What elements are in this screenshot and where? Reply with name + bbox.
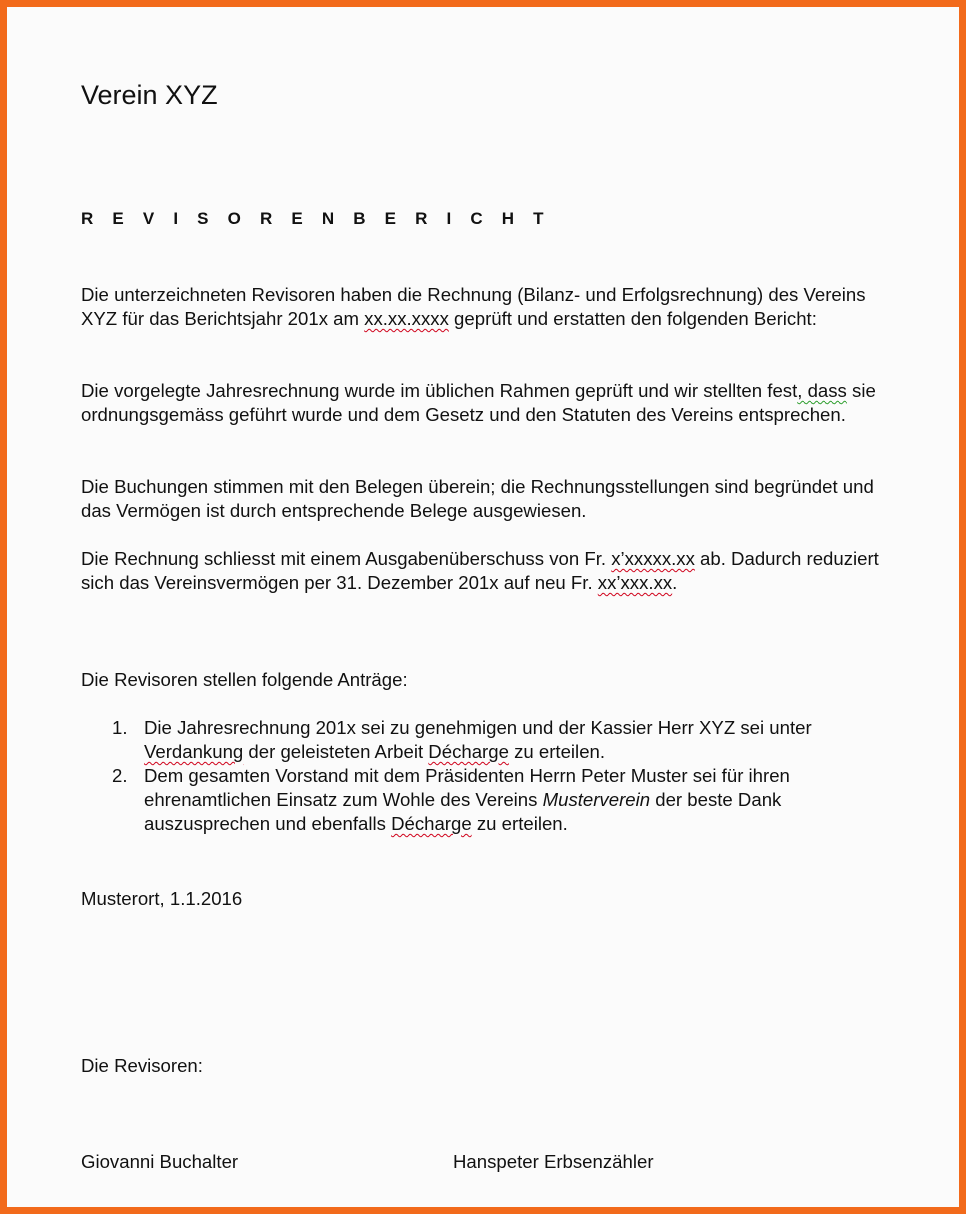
text: Die vorgelegte Jahresrechnung wurde im üblichen Rahmen geprüft und wir stellten fest [81,380,798,401]
list-item [81,764,881,836]
signatory-1: Giovanni Buchalter [81,1151,239,1172]
document-title: R E V I S O R E N B E R I C H T [81,209,551,228]
text: geprüft und erstatten den folgenden Bericht: [448,308,817,329]
text: Die Rechnung schliesst mit einem Ausgabenüberschuss von Fr. [81,548,612,569]
grammar-flag: , dass [797,380,847,401]
spell-flag: Décharge [428,741,509,762]
text: . [672,572,678,593]
list-item [81,716,881,764]
list-number: 1. [112,717,128,738]
signatory-2: Hanspeter Erbsenzähler [453,1151,654,1172]
organization-name: Verein XYZ [81,80,218,110]
spell-flag: Verdankung [144,741,244,762]
list-number: 2. [112,765,128,786]
text: der geleisteten Arbeit [243,741,429,762]
signatures-label: Die Revisoren: [81,1055,203,1076]
text: zu erteilen. [471,813,568,834]
italic-name: Musterverein [542,789,651,810]
text: Die unterzeichneten Revisoren haben die Rechnung (Bilanz- und Erfolgsrechnung) des Vereins XYZ für das Berichtsjahr 201x am [81,284,866,329]
amount-deficit: x’xxxxx.xx [611,548,695,569]
date-placeholder: xx.xx.xxxx [364,308,449,329]
amount-assets: xx’xxx.xx [597,572,673,593]
text: ab. Dadurch reduziert sich das Vereinsvermögen per 31. Dezember 201x auf neu Fr. [81,548,879,593]
text: der beste Dank auszusprechen und ebenfalls [144,789,782,834]
text: Die Jahresrechnung 201x sei zu genehmigen und der Kassier Herr XYZ sei unter [144,717,812,738]
requests-list [81,716,881,836]
spell-flag: Décharge [391,813,472,834]
paragraph-bookings: Die Buchungen stimmen mit den Belegen überein; die Rechnungsstellungen sind begründet und das Vermögen ist durch entsprechende Belege ausgewiesen. [81,476,874,521]
text: zu erteilen. [508,741,606,762]
requests-intro: Die Revisoren stellen folgende Anträge: [81,669,408,690]
paragraph-result [81,547,881,595]
text: sie ordnungsgemäss geführt wurde und dem Gesetz und den Statuten des Vereins entsprechen. [81,380,876,425]
place-date: Musterort, 1.1.2016 [81,888,243,909]
text: Dem gesamten Vorstand mit dem Präsidenten Herrn Peter Muster sei für ihren ehrenamtlichen Einsatz zum Wohle des Vereins [144,765,790,810]
paragraph-audit [81,379,881,427]
paragraph-intro [81,283,881,331]
